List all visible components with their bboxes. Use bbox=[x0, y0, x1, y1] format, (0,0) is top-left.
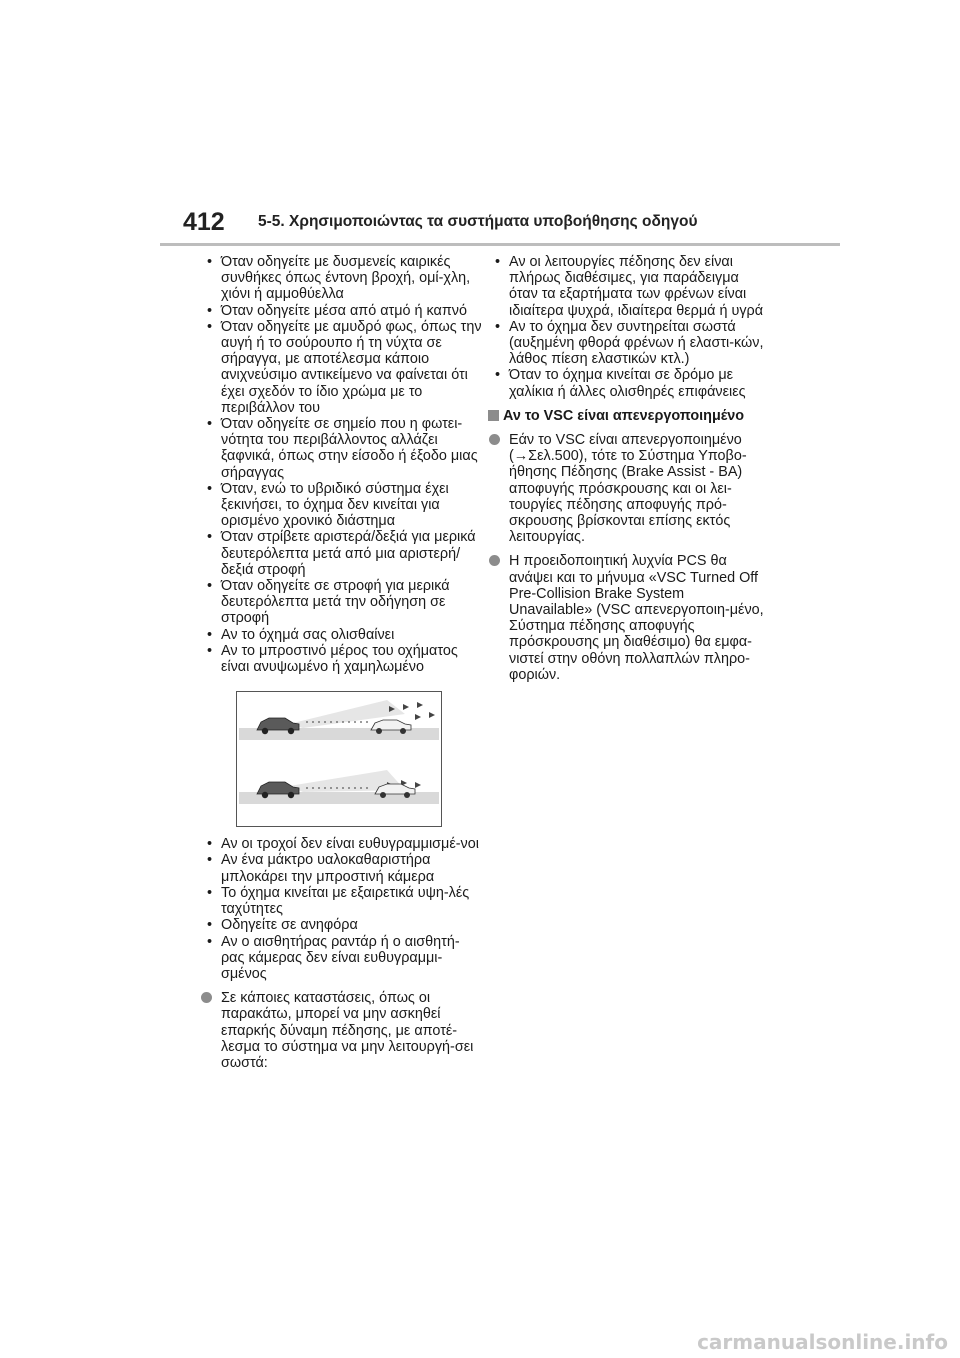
list-item: • Όταν οδηγείτε με αμυδρό φως, όπως την αυγή ή το σούρουπο ή τη νύχτα σε σήραγγα, με αποτέλεσμα κάποιο ανιχνεύσιμο αντικείμενο να φαίνεται ότι έχει σχεδόν το ίδιο χρώμα με το περιβάλλον του bbox=[200, 319, 482, 416]
subsection-heading bbox=[488, 408, 768, 424]
circle-bullet-icon bbox=[489, 434, 500, 445]
list-item: • Όταν οδηγείτε με δυσμενείς καιρικές συνθήκες όπως έντονη βροχή, ομί-χλη, χιόνι ή αμμοθύελλα bbox=[200, 254, 482, 303]
paragraph-text: Εάν το VSC είναι απενεργοποιημένο (→Σελ.500), τότε το Σύστημα Υποβο-ήθησης Πέδησης (Brake Assist - BA) αποφυγής πρόσκρουσης και οι λει-τουργίες πέδησης αποφυγής πρό-σκρουσης βρίσκονται επίσης εκτός λειτουργίας. bbox=[509, 432, 747, 546]
list-item: • Οδηγείτε σε ανηφόρα bbox=[200, 917, 482, 933]
heading-text: Αν το VSC είναι απενεργοποιημένο bbox=[503, 407, 745, 424]
list-item: • Αν οι λειτουργίες πέδησης δεν είναι πλήρως διαθέσιμες, για παράδειγμα όταν τα εξαρτήματα των φρένων είναι ιδιαίτερα ψυχρά, ιδιαίτερα θερμά ή υγρά bbox=[488, 254, 768, 319]
page-number: 412 bbox=[183, 208, 225, 236]
section-title: 5-5. Χρησιμοποιώντας τα συστήματα υποβοήθησης οδηγού bbox=[258, 213, 698, 230]
note-paragraph bbox=[200, 990, 482, 1071]
bullet-list-bottom bbox=[200, 836, 482, 982]
circle-bullet-icon bbox=[489, 555, 500, 566]
header-divider bbox=[160, 243, 840, 246]
list-item: • Όταν, ενώ το υβριδικό σύστημα έχει ξεκινήσει, το όχημα δεν κινείται για ορισμένο χρονικό διάστημα bbox=[200, 481, 482, 530]
watermark: carmanualsonline.info bbox=[697, 1330, 948, 1354]
list-item: • Όταν οδηγείτε σε στροφή για μερικά δευτερόλεπτα μετά την οδήγηση σε στροφή bbox=[200, 578, 482, 627]
note-text: Σε κάποιες καταστάσεις, όπως οι παρακάτω, μπορεί να μην ασκηθεί επαρκής δύναμη πέδησης, με αποτέ-λεσμα το σύστημα να μην λειτουργή-σει σωστά: bbox=[221, 990, 474, 1071]
paragraph-text: Η προειδοποιητική λυχνία PCS θα ανάψει και το μήνυμα «VSC Turned Off Pre-Collision Brake System Unavailable» (VSC απενεργοποιη-μένο, Σύστημα πέδησης αποφυγής πρόσκρουσης μη διαθέσιμο) θα εμφα-νιστεί στην οθόνη πολλαπλών πληρο-φοριών. bbox=[509, 553, 764, 683]
radar-illustration bbox=[236, 691, 442, 827]
list-item: • Όταν το όχημα κινείται σε δρόμο με χαλίκια ή άλλες ολισθηρές επιφάνειες bbox=[488, 367, 768, 399]
list-item: • Όταν οδηγείτε σε σημείο που η φωτει-νότητα του περιβάλλοντος αλλάζει ξαφνικά, όπως στην είσοδο ή έξοδο μιας σήραγγας bbox=[200, 416, 482, 481]
vsc-paragraph-2 bbox=[488, 553, 768, 683]
list-item: • Όταν οδηγείτε μέσα από ατμό ή καπνό bbox=[200, 303, 482, 319]
list-item: • Αν το όχημά σας ολισθαίνει bbox=[200, 627, 482, 643]
right-column bbox=[488, 254, 768, 683]
vsc-paragraph-1 bbox=[488, 432, 768, 545]
list-item: • Αν οι τροχοί δεν είναι ευθυγραμμισμέ-νοι bbox=[200, 836, 482, 852]
circle-bullet-icon bbox=[201, 992, 212, 1003]
bullet-list-right bbox=[488, 254, 768, 400]
left-column bbox=[200, 254, 482, 1071]
list-item: • Αν ένα μάκτρο υαλοκαθαριστήρα μπλοκάρει την μπροστινή κάμερα bbox=[200, 852, 482, 884]
car-radar-figure bbox=[237, 692, 441, 826]
list-item: • Το όχημα κινείται με εξαιρετικά υψη-λές ταχύτητες bbox=[200, 885, 482, 917]
list-item: • Αν το μπροστινό μέρος του οχήματος είναι ανυψωμένο ή χαμηλωμένο bbox=[200, 643, 482, 675]
square-bullet-icon bbox=[488, 410, 499, 421]
list-item: • Αν ο αισθητήρας ραντάρ ή ο αισθητή-ρας κάμερας δεν είναι ευθυγραμμι-σμένος bbox=[200, 934, 482, 983]
list-item: • Αν το όχημα δεν συντηρείται σωστά (αυξημένη φθορά φρένων ή ελαστι-κών, λάθος πίεση ελαστικών κτλ.) bbox=[488, 319, 768, 368]
bullet-list-top bbox=[200, 254, 482, 675]
list-item: • Όταν στρίβετε αριστερά/δεξιά για μερικά δευτερόλεπτα μετά από μια αριστερή/δεξιά στροφή bbox=[200, 529, 482, 578]
page-header bbox=[0, 0, 960, 246]
